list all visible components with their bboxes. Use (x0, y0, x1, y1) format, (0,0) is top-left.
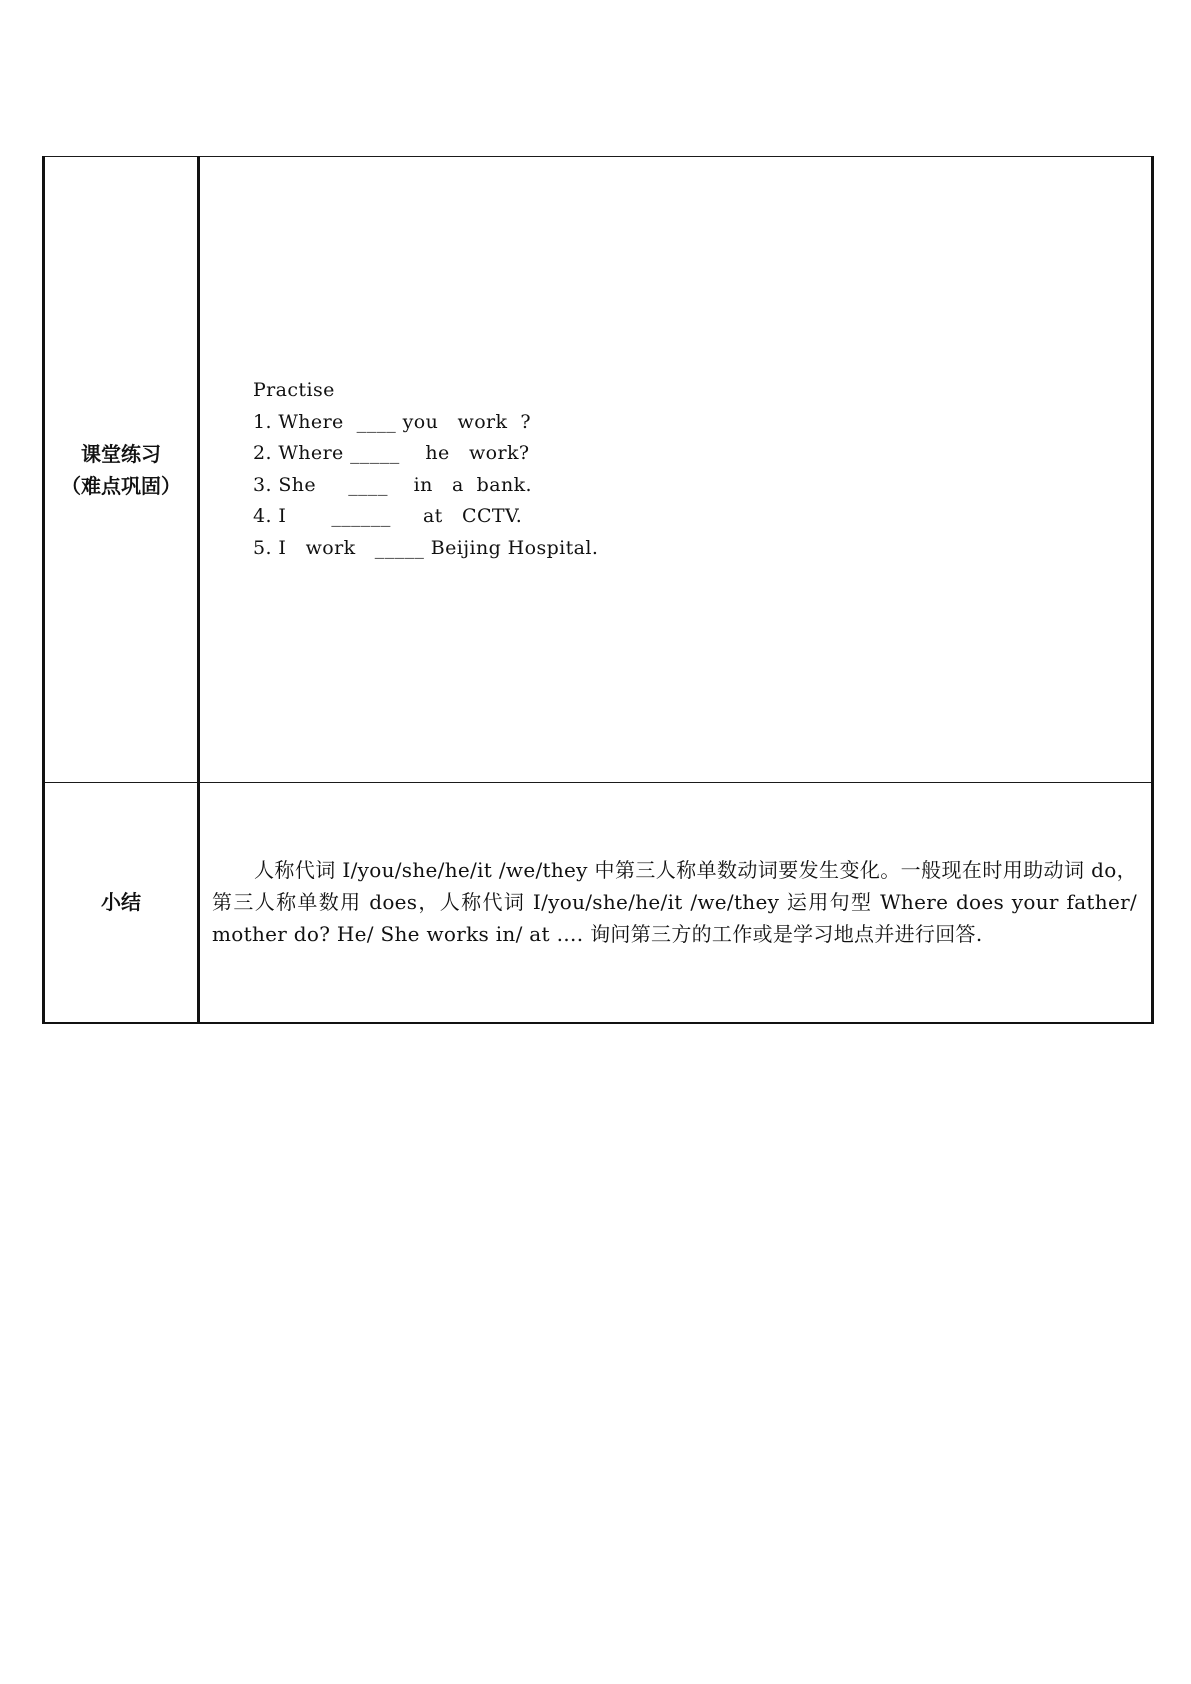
practise-row (44, 157, 1153, 783)
practise-label-cell (44, 157, 199, 783)
summary-row (44, 783, 1153, 1023)
practise-exercise (253, 375, 1151, 564)
practise-sublabel: （难点巩固） (61, 473, 181, 498)
exercise-item-3: 3. She ____ in a bank. (253, 473, 532, 496)
summary-label: 小结 (101, 890, 141, 915)
summary-text: 人称代词 I/you/she/he/it /we/they 中第三人称单数动词要发生变化。一般现在时用助动词 do，第三人称单数用 does，人称代词 I/you/she/he/it /we/they 运用句型 Where does your father/ mother do? He/ She works in/ at …. 询问第三方的工作或是学习地点并进行回答. (212, 858, 1137, 947)
exercise-item-5: 5. I work _____ Beijing Hospital. (253, 536, 599, 559)
summary-content-cell (199, 783, 1153, 1023)
exercise-item-2: 2. Where _____ he work? (253, 442, 530, 464)
lesson-table (42, 156, 1154, 1024)
practise-label: 课堂练习 (81, 441, 161, 466)
practise-content-cell (199, 157, 1153, 783)
exercise-item-4: 4. I ______ at CCTV. (253, 505, 523, 527)
exercise-item-1: 1. Where ____ you work ? (253, 410, 531, 433)
summary-label-cell (44, 783, 199, 1023)
practise-heading: Practise (253, 379, 335, 401)
